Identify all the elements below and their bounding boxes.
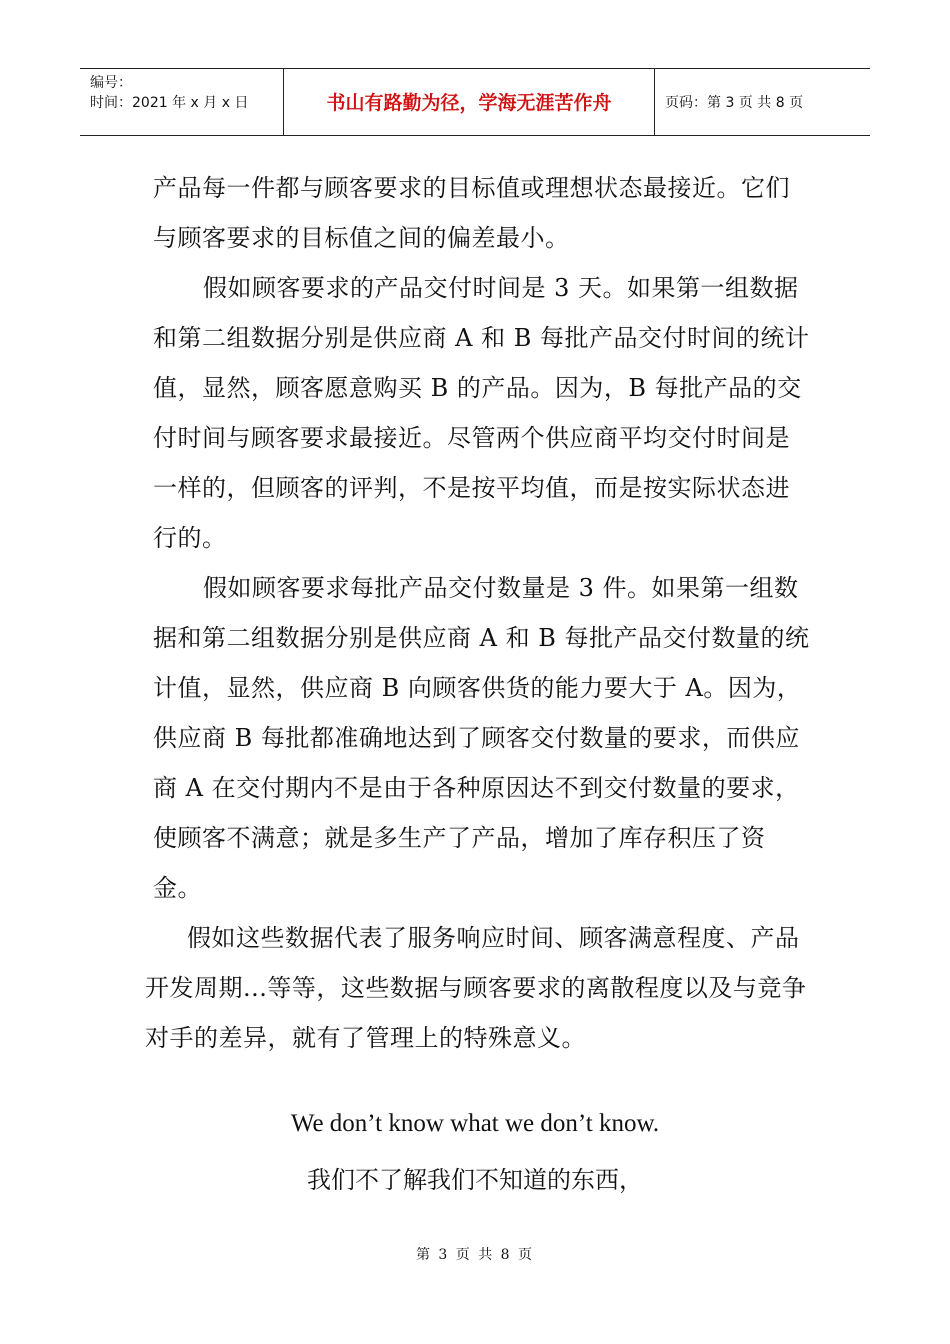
chinese-quote: 我们不了解我们不知道的东西，	[307, 1166, 643, 1194]
paragraph-2: 假如顾客要求的产品交付时间是 3 天。如果第一组数据和第二组数据分别是供应商 A 和 B 每批产品交付时间的统计值，显然，顾客愿意购买 B 的产品。因为，B 每批产品的交付时间与顾客要求最接近。尽管两个供应商平均交付时间是一样的，但顾客的评判，不是按平均值，而是按实际状态进行的。	[153, 274, 810, 552]
page-header	[80, 68, 870, 136]
document-number-label: 编号：	[90, 75, 132, 91]
header-page-info: 页码：第 3 页 共 8 页	[665, 95, 804, 111]
paragraph-1: 产品每一件都与顾客要求的目标值或理想状态最接近。它们与顾客要求的目标值之间的偏差最小。	[153, 174, 790, 252]
english-quote: We don’t know what we don’t know.	[290, 1110, 660, 1137]
header-motto: 书山有路勤为径，学海无涯苦作舟	[283, 69, 655, 135]
document-body	[145, 163, 813, 1063]
paragraph-4: 假如这些数据代表了服务响应时间、顾客满意程度、产品开发周期...等等，这些数据与顾客要求的离散程度以及与竞争对手的差异，就有了管理上的特殊意义。	[145, 924, 807, 1052]
paragraph-3: 假如顾客要求每批产品交付数量是 3 件。如果第一组数据和第二组数据分别是供应商 A 和 B 每批产品交付数量的统计值，显然，供应商 B 向顾客供货的能力要大于 A。因为，供应商 B 每批都准确地达到了顾客交付数量的要求，而供应商 A 在交付期内不是由于各种原因达不到交付数量的要求，使顾客不满意；就是多生产了产品，增加了库存积压了资金。	[153, 574, 810, 902]
header-meta	[80, 69, 283, 135]
page-footer: 第 3 页 共 8 页	[415, 1247, 535, 1263]
document-time-label: 时间：2021 年 x 月 x 日	[90, 95, 249, 111]
